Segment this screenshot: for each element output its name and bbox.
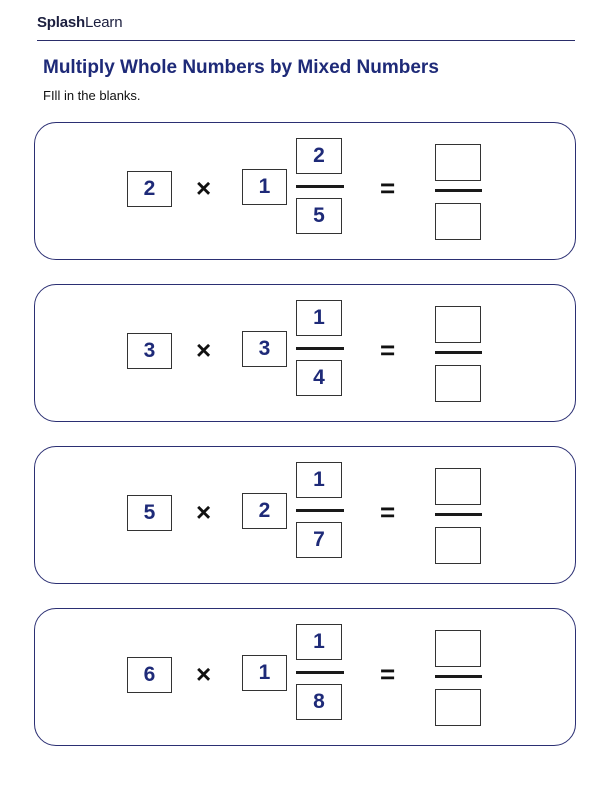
problem-card [34,284,576,422]
fraction-bar [296,185,344,188]
whole-number-box: 6 [127,657,172,693]
mixed-whole-box: 3 [242,331,287,367]
times-sign: × [196,335,212,365]
instructions: FIll in the blanks. [43,88,141,103]
equals-sign: = [380,335,396,365]
answer-fraction-bar [435,189,482,192]
numerator-box: 1 [296,624,342,660]
answer-numerator-input[interactable] [435,468,481,505]
answer-numerator-input[interactable] [435,306,481,343]
numerator-box: 1 [296,462,342,498]
brand-logo [37,14,122,31]
equals-sign: = [380,173,396,203]
equals-sign: = [380,497,396,527]
problem-card [34,608,576,746]
answer-numerator-input[interactable] [435,144,481,181]
brand-logo-light: Learn [84,14,123,31]
denominator-box: 5 [296,198,342,234]
numerator-box: 1 [296,300,342,336]
mixed-whole-box: 2 [242,493,287,529]
page-title: Multiply Whole Numbers by Mixed Numbers [43,57,439,78]
answer-denominator-input[interactable] [435,365,481,402]
brand-logo-bold: Splash [37,14,85,31]
header-divider [37,40,575,41]
denominator-box: 7 [296,522,342,558]
times-sign: × [196,173,212,203]
answer-fraction-bar [435,675,482,678]
times-sign: × [196,497,212,527]
fraction-bar [296,509,344,512]
answer-fraction-bar [435,513,482,516]
answer-denominator-input[interactable] [435,527,481,564]
equals-sign: = [380,659,396,689]
denominator-box: 8 [296,684,342,720]
denominator-box: 4 [296,360,342,396]
answer-denominator-input[interactable] [435,203,481,240]
numerator-box: 2 [296,138,342,174]
fraction-bar [296,347,344,350]
whole-number-box: 2 [127,171,172,207]
answer-denominator-input[interactable] [435,689,481,726]
mixed-whole-box: 1 [242,169,287,205]
times-sign: × [196,659,212,689]
answer-numerator-input[interactable] [435,630,481,667]
problem-card [34,122,576,260]
problem-card [34,446,576,584]
whole-number-box: 3 [127,333,172,369]
answer-fraction-bar [435,351,482,354]
fraction-bar [296,671,344,674]
whole-number-box: 5 [127,495,172,531]
mixed-whole-box: 1 [242,655,287,691]
